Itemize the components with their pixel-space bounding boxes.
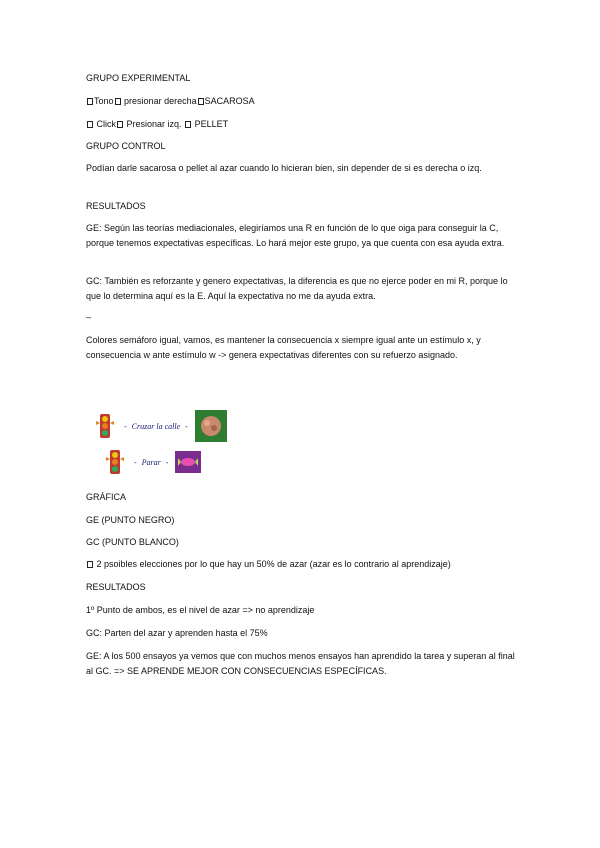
heading-grafica: GRÁFICA [86,492,127,502]
missing-glyph-icon [185,121,191,128]
ge-punto-negro: GE (PUNTO NEGRO) [86,515,175,525]
heading-resultados: RESULTADOS [86,201,146,211]
ge-ensayos-paragraph: GE: A los 500 ensayos ya vemos que con muchos menos ensayos han aprendido la tarea y superan al final al GC. => SE APRENDE MEJOR CON CONSECUENCIAS ESPECÍFICAS. [86,651,515,676]
heading-resultados-2: RESULTADOS [86,582,146,592]
gc-punto-blanco: GC (PUNTO BLANCO) [86,537,179,547]
ge-line-1: Tono presionar derecha SACAROSA [86,94,255,109]
missing-glyph-icon [87,98,93,105]
missing-glyph-icon [115,98,121,105]
control-paragraph: Podían darle sacarosa o pellet al azar cuando lo hicieran bien, sin depender de si es derecha o izq. [86,163,482,173]
semaforo-paragraph: Colores semáforo igual, vamos, es mantener la consecuencia x siempre igual ante un estímulo x, y consecuencia w ante estímulo w -> genera expectativas diferentes con su refuerzo asignado. [86,335,481,360]
caption-parar: Parar [141,457,161,467]
missing-glyph-icon [198,98,204,105]
figure-row-cruzar: - Cruzar la calle - [96,410,227,442]
punto-ambos-line: 1º Punto de ambos, es el nivel de azar => no aprendizaje [86,605,315,615]
candy-image-icon [175,451,201,473]
heading-grupo-experimental: GRUPO EXPERIMENTAL [86,73,191,83]
elecciones-line: 2 psoibles elecciones por lo que hay un 50% de azar (azar es lo contrario al aprendizaje) [86,557,451,572]
caption-cruzar-la-calle: Cruzar la calle [131,421,181,431]
traffic-light-icon [106,449,124,475]
ge-line-2: Click Presionar izq. PELLET [86,117,228,132]
food-image-icon [195,410,227,442]
missing-glyph-icon [117,121,123,128]
traffic-light-icon [96,413,114,439]
ge-result-paragraph: GE: Según las teorías mediacionales, elegiríamos una R en función de lo que oiga para conseguir la C, porque tenemos expectativas específicas. Lo hará mejor este grupo, ya que cuenta con esa ayuda extra. [86,223,505,248]
gc-result-paragraph: GC: También es reforzante y genero expectativas, la diferencia es que no ejerce poder en mi R, porque lo que lo determina aquí es la E. Aquí la expectativa no me da ayuda extra. [86,276,508,301]
heading-grupo-control: GRUPO CONTROL [86,141,166,151]
missing-glyph-icon [87,121,93,128]
gc-parten-line: GC: Parten del azar y aprenden hasta el 75% [86,628,268,638]
missing-glyph-icon [87,561,93,568]
figure-row-parar: - Parar - [106,449,201,475]
underscore-line: _ [86,308,92,318]
